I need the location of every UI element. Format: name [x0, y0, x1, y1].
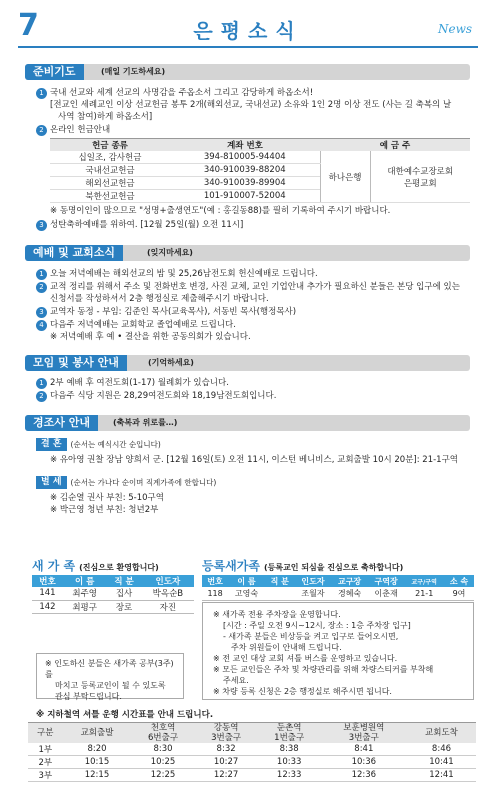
col-header: 소 속 [444, 575, 474, 587]
number-badge-3: 3 [36, 307, 47, 318]
wedding-entry: ※ 유아영 권찰 장남 양희서 군. [12월 16일(토) 오전 11시, 이스턴 베니비스, 교회출발 10시 20분]: 21-1구역 [50, 455, 459, 465]
table-row: 해외선교헌금 340-910039-89904 [50, 177, 470, 190]
worship-item-4: 4 다음주 저녁예배는 교회학교 졸업예배로 드립니다. [36, 319, 476, 331]
funeral-tag: 별 세 [36, 476, 67, 489]
number-badge-1: 1 [36, 88, 47, 99]
col-header: 이 름 [63, 575, 106, 587]
table-row: 142 최평구 장로 자진 [32, 600, 194, 613]
prayer-item-1-detail-2: 사역 참여)하게 하옵소서] [58, 112, 153, 122]
number-badge-2: 2 [36, 125, 47, 136]
service-item-1: 1 2부 예배 후 여전도회(1-17) 월례회가 있습니다. [36, 377, 476, 389]
newfamily-table [32, 575, 194, 614]
account-holder: 대한예수교장로회 은평교회 [370, 151, 470, 203]
wedding-tag: 결 혼 [36, 438, 67, 451]
shuttle-timetable [28, 722, 476, 782]
col-header: 교구장 [331, 575, 368, 587]
account-number[interactable]: 340-910039-89904 [170, 177, 320, 190]
section-events-title: 경조사 안내 [25, 415, 98, 431]
section-worship-bar [25, 245, 470, 261]
table-row: 십일조, 감사헌금 394-810005-94404 하나은행 대한예수교장로회 은평교회 [50, 151, 470, 164]
table-row: 2부 10:15 10:25 10:27 10:33 10:36 10:41 [28, 756, 476, 769]
worship-item-1: 1 오늘 저녁예배는 해외선교의 밤 및 25,26남전도회 헌신예배로 드립니다. [36, 268, 476, 280]
worship-item-2: 2 교적 정리를 위해서 주소 및 전화번호 변경, 사진 교체, 교인 기업안내 추가가 필요하신 분들은 본당 입구에 있는 [36, 281, 476, 293]
number-badge-2: 2 [36, 391, 47, 402]
table-row: 1부 8:20 8:30 8:32 8:38 8:41 8:46 [28, 743, 476, 756]
section-prayer-title: 준비기도 [25, 64, 84, 80]
news-tag: News [437, 22, 472, 36]
parking-notice-box: ※ 새가족 전용 주차장을 운영합니다. [시간 : 주일 오전 9시~12시, 장소 : 1층 주차장 입구] - 새가족 분들은 비상등을 켜고 입구로 들어오시면, 주차 위원들이 안내해 드립니다. ※ 전 교인 대상 교회 셔틀 버스를 운영하고 있습니다. ※ 모든 교인들은 주차 및 차량관리를 위해 차량스티커를 부착해 주세요. ※ 차량 등록 신청은 2층 행정실로 해주시면 됩니다. [202, 602, 474, 700]
col-header-account: 계좌 번호 [170, 139, 320, 152]
col-header: 구분 [28, 723, 63, 744]
col-header: 교회출발 [63, 723, 132, 744]
prayer-note: ※ 동명이인이 많으므로 "성명+출생연도"(예 : 홍길동88)를 필히 기록하여 주시기 바랍니다. [50, 206, 391, 216]
account-number[interactable]: 394-810005-94404 [170, 151, 320, 164]
section-worship-title: 예배 및 교회소식 [25, 245, 123, 261]
col-header: 구역장 [368, 575, 405, 587]
prayer-item-1-detail: [전교인 세례교인 이상 선교헌금 봉투 2개(해외선교, 국내선교) 소유와 1인 2명 이상 전도 (사는 길 축복의 날 [50, 100, 452, 110]
col-header: 둔촌역 1번출구 [258, 723, 321, 744]
funeral-entry-1: ※ 김순열 권사 부친: 5-10구역 [50, 493, 164, 503]
col-header-kind: 헌금 종류 [50, 139, 170, 152]
section-worship-subtitle: (잊지마세요) [147, 248, 193, 257]
col-header: 교구/구역 [404, 575, 444, 587]
prayer-item-2: 2 온라인 헌금안내 [36, 124, 476, 136]
wedding-header [36, 438, 161, 451]
service-item-2: 2 다음주 식당 지원은 28,29여전도회와 18,19남전도회입니다. [36, 390, 476, 402]
shuttle-title: ※ 지하철역 셔틀 운행 시간표를 안내 드립니다. [36, 710, 214, 720]
col-header: 번호 [202, 575, 228, 587]
newfamily-heading: 새 가 족 (진심으로 환영합니다) [32, 559, 159, 573]
funeral-desc: (순서는 가나다 순이며 직계가족에 한합니다) [70, 478, 217, 487]
worship-item-2-detail: 신청서를 작성하셔서 2층 행정실로 제출해주시기 바랍니다. [50, 294, 269, 304]
section-service-subtitle: (기억하세요) [148, 358, 194, 367]
number-badge-1: 1 [36, 378, 47, 389]
number-badge-1: 1 [36, 269, 47, 280]
registered-heading: 등록새가족 (등록교인 되심을 진심으로 축하합니다) [202, 559, 404, 573]
section-events-subtitle: (축복과 위로를…) [113, 418, 178, 427]
funeral-entry-2: ※ 박근영 청년 부친: 청년2부 [50, 505, 159, 515]
header-divider [18, 46, 478, 48]
col-header: 이 름 [228, 575, 265, 587]
table-row: 118 고영숙 조월자 경혜숙 이춘재 21-1 9여 [202, 587, 474, 600]
account-number[interactable]: 101-910007-52004 [170, 190, 320, 203]
number-badge-3: 3 [36, 220, 47, 231]
col-header-holder: 예 금 주 [320, 139, 470, 152]
number-badge-4: 4 [36, 320, 47, 331]
col-header: 강동역 3번출구 [195, 723, 258, 744]
col-header: 번호 [32, 575, 63, 587]
newfamily-notice-box: ※ 인도하신 분들은 새가족 공부(3주)를 마치고 등록교인이 될 수 있도록 관심 부탁드립니다. [36, 653, 184, 699]
prayer-item-1: 1 국내 선교와 세계 선교의 사명감을 주옵소서 그리고 감당하게 하옵소서! [36, 87, 476, 99]
prayer-item-3: 3 성탄축하예배를 위하여. [12월 25일(월) 오전 11시] [36, 219, 476, 231]
wedding-desc: (순서는 예식시간 순입니다) [70, 440, 161, 449]
col-header: 직 분 [106, 575, 141, 587]
col-header: 인도자 [142, 575, 194, 587]
registered-table [202, 575, 474, 601]
table-row: 3부 12:15 12:25 12:27 12:33 12:36 12:41 [28, 769, 476, 782]
col-header: 천호역 6번출구 [131, 723, 194, 744]
table-row: 국내선교헌금 340-910039-88204 [50, 164, 470, 177]
section-prayer-subtitle: (매일 기도하세요) [101, 67, 166, 76]
section-service-title: 모임 및 봉사 안내 [25, 355, 127, 371]
page-header [18, 8, 478, 44]
worship-item-4-note: ※ 저녁예배 후 예 • 결산을 위한 공동의회가 있습니다. [50, 332, 251, 342]
funeral-header [36, 476, 216, 489]
section-events-bar [25, 415, 470, 431]
account-number[interactable]: 340-910039-88204 [170, 164, 320, 177]
worship-item-3: 3 교역자 동정 - 부임: 김준인 목사(교육목사), 서동빈 목사(행정목사) [36, 306, 476, 318]
table-row: 141 최주영 집사 박옥순B [32, 587, 194, 600]
page-number: 7 [18, 8, 39, 43]
page-title: 은평소식 [193, 19, 303, 43]
section-prayer-bar [25, 64, 470, 80]
number-badge-2: 2 [36, 282, 47, 293]
col-header: 인도자 [295, 575, 332, 587]
col-header: 직 분 [265, 575, 295, 587]
col-header: 교회도착 [407, 723, 476, 744]
bank-name: 하나은행 [320, 151, 370, 203]
offering-account-table [50, 138, 470, 203]
section-service-bar [25, 355, 470, 371]
col-header: 보훈병원역 3번출구 [321, 723, 407, 744]
table-row: 북한선교헌금 101-910007-52004 [50, 190, 470, 203]
